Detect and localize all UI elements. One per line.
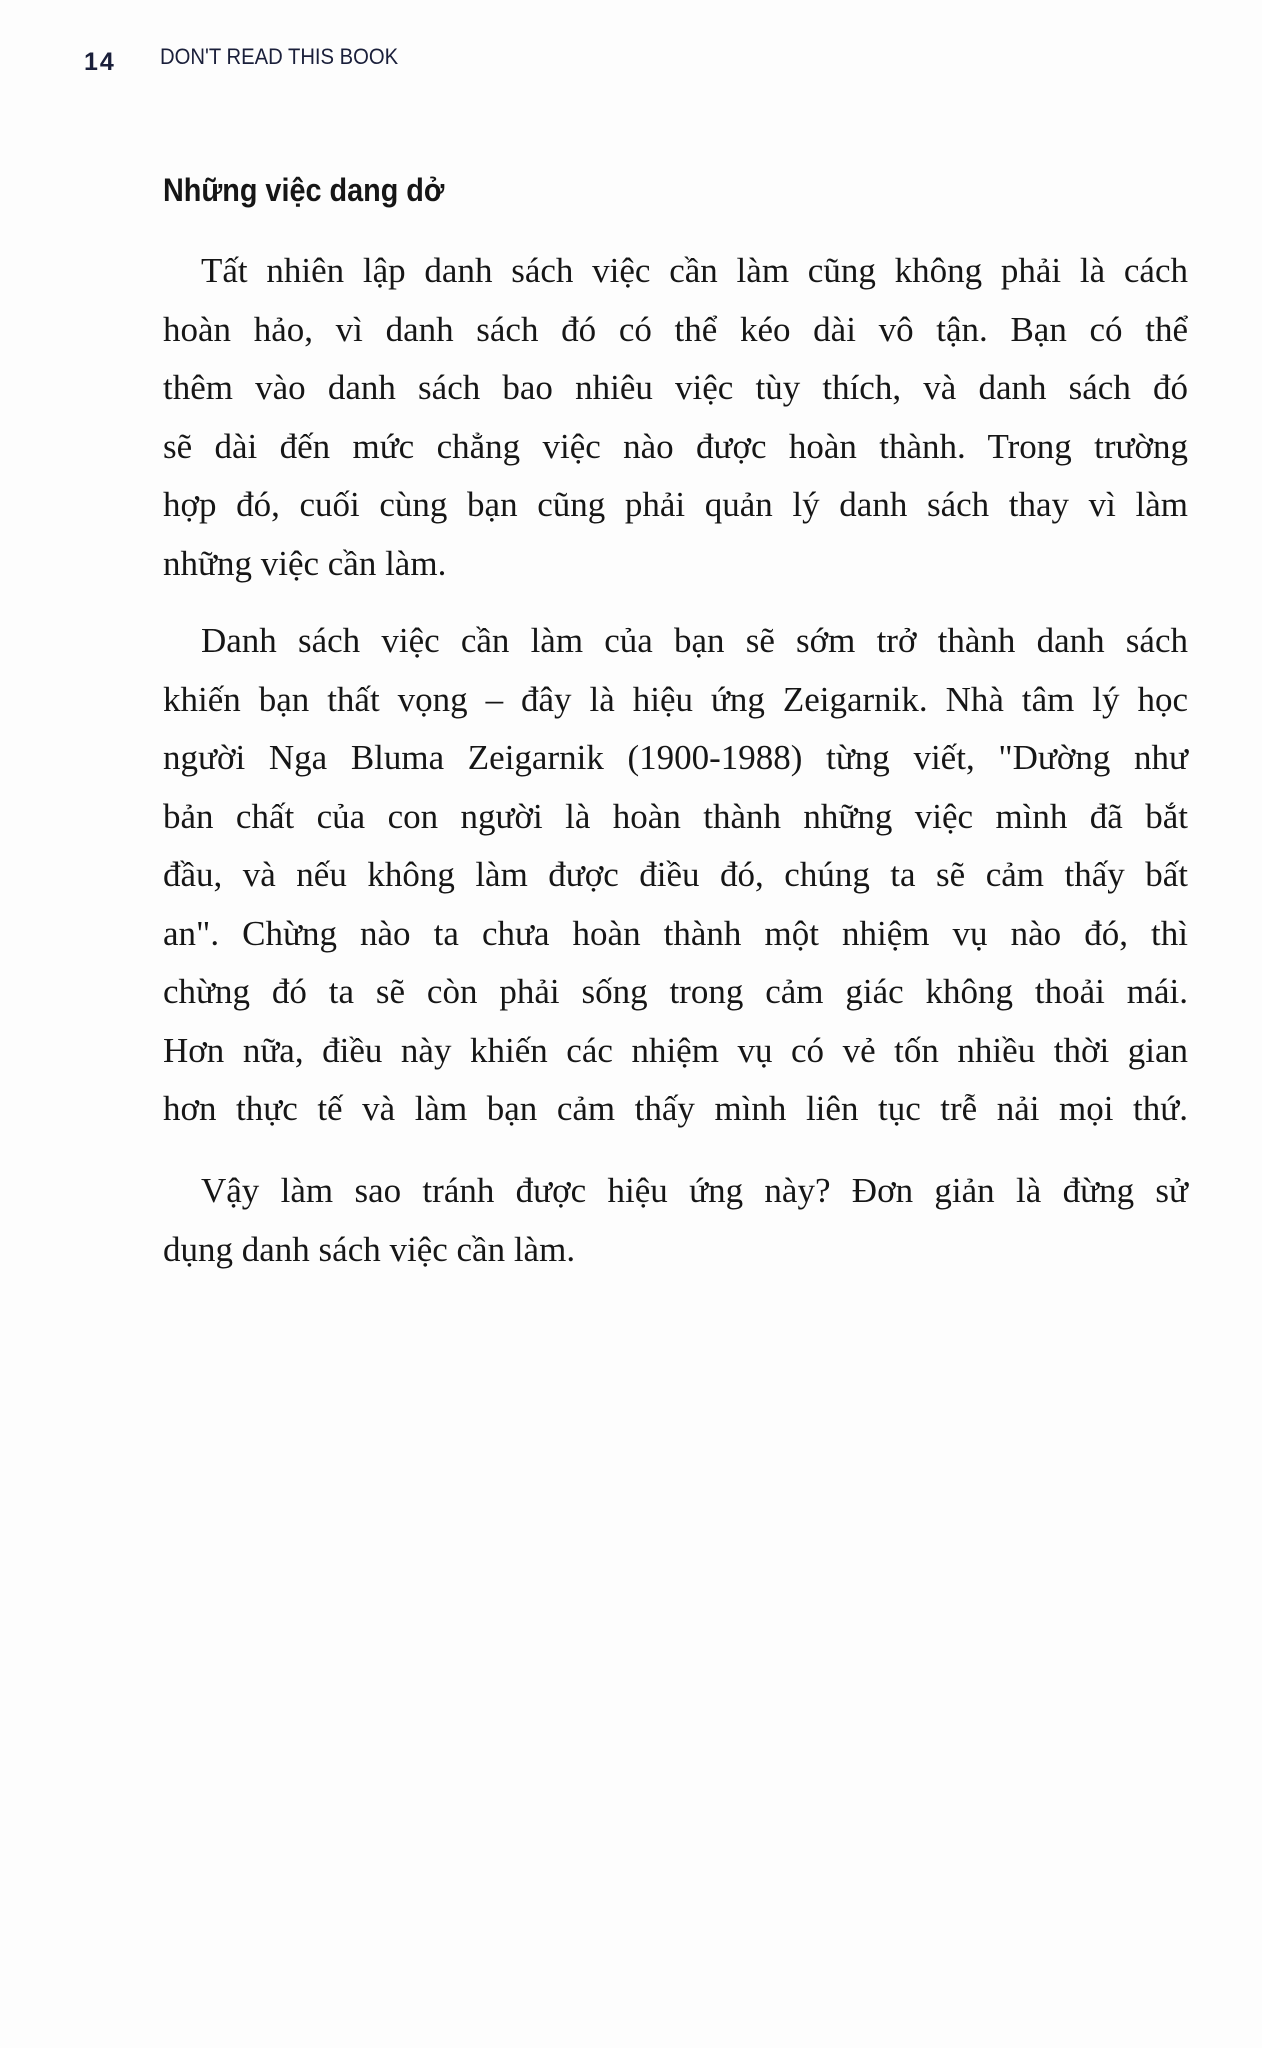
text-line: Vậy làm sao tránh được hiệu ứng này? Đơn giản là đừng sử [201, 1171, 1188, 1210]
section-heading: Những việc dang dở [163, 172, 445, 208]
text-line: sẽ dài đến mức chẳng việc nào được hoàn thành. Trong trường [163, 426, 1188, 466]
page-number: 14 [84, 48, 116, 76]
text-line: hoàn hảo, vì danh sách đó có thể kéo dài vô tận. Bạn có thể [163, 309, 1188, 349]
text-line: người Nga Bluma Zeigarnik (1900-1988) từng viết, "Dường như [163, 738, 1188, 777]
paragraph-2 [163, 612, 1188, 1139]
text-line: Danh sách việc cần làm của bạn sẽ sớm trở thành danh sách [201, 621, 1188, 660]
text-line: Hơn nữa, điều này khiến các nhiệm vụ có vẻ tốn nhiều thời gian [163, 1030, 1188, 1070]
text-line: chừng đó ta sẽ còn phải sống trong cảm giác không thoải mái. [163, 972, 1188, 1011]
text-line: dụng danh sách việc cần làm. [163, 1229, 576, 1269]
book-title: DON'T READ THIS BOOK [160, 44, 399, 69]
text-line: thêm vào danh sách bao nhiêu việc tùy thích, và danh sách đó [163, 368, 1188, 407]
text-line: bản chất của con người là hoàn thành những việc mình đã bắt [163, 796, 1188, 836]
paragraph-1 [163, 242, 1188, 593]
text-line: khiến bạn thất vọng – đây là hiệu ứng Zeigarnik. Nhà tâm lý học [163, 679, 1188, 719]
text-line: đầu, và nếu không làm được điều đó, chúng ta sẽ cảm thấy bất [163, 855, 1188, 894]
text-line: Tất nhiên lập danh sách việc cần làm cũng không phải là cách [201, 251, 1188, 290]
text-line: những việc cần làm. [163, 543, 447, 583]
text-line: an". Chừng nào ta chưa hoàn thành một nhiệm vụ nào đó, thì [163, 913, 1188, 953]
text-line: hợp đó, cuối cùng bạn cũng phải quản lý danh sách thay vì làm [163, 485, 1188, 524]
paragraph-3 [163, 1162, 1188, 1279]
text-line: hơn thực tế và làm bạn cảm thấy mình liên tục trễ nải mọi thứ. [163, 1089, 1188, 1128]
